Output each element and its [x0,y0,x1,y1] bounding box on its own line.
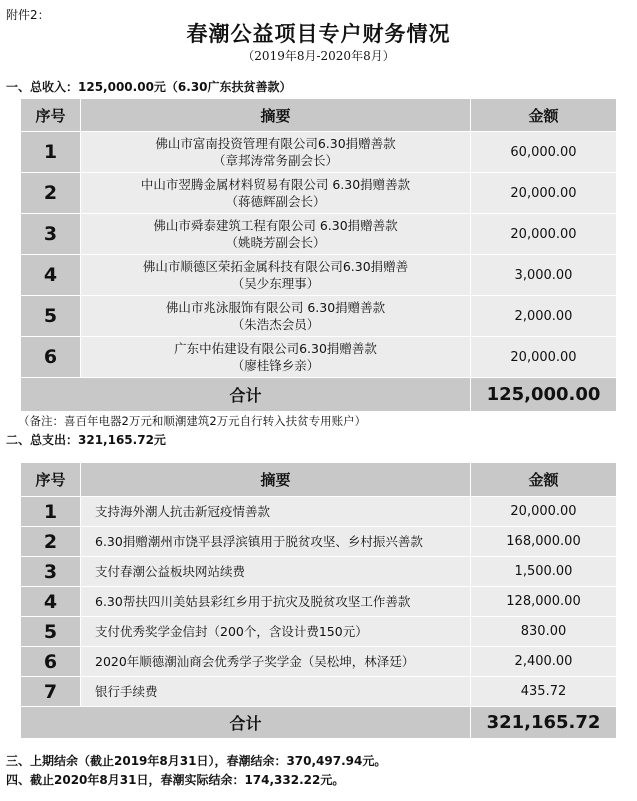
row-description: 银行手续费 [81,677,471,707]
row-description: 6.30帮扶四川美姑县彩红乡用于抗灾及脱贫攻坚工作善款 [81,587,471,617]
row-description: 2020年顺德潮汕商会优秀学子奖学金（吴松坤，林泽廷） [81,647,471,677]
table-row [21,647,617,677]
row-number: 7 [21,677,81,707]
income-header-desc: 摘要 [81,99,471,132]
row-amount: 20,000.00 [471,337,617,378]
row-description: 支持海外潮人抗击新冠疫情善款 [81,497,471,527]
table-row [21,527,617,557]
expense-total-amount: 321,165.72 [471,707,617,739]
row-number: 5 [21,617,81,647]
income-heading: 一、总收入：125,000.00元（6.30广东扶贫善款） [6,80,292,94]
row-amount: 20,000.00 [471,497,617,527]
expense-header-row [21,463,617,497]
table-row [21,296,617,337]
income-total-amount: 125,000.00 [471,378,617,412]
row-amount: 20,000.00 [471,214,617,255]
summary-actual-balance: 四、截止2020年8月31日，春潮实际结余：174,332.22元。 [6,773,345,787]
page-subtitle: （2019年8月-2020年8月） [242,49,395,63]
expense-heading: 二、总支出：321,165.72元 [6,433,166,447]
table-row [21,214,617,255]
table-row [21,617,617,647]
row-description: 佛山市兆泳服饰有限公司 6.30捐赠善款 （朱浩杰会员） [81,296,471,337]
row-amount: 830.00 [471,617,617,647]
row-number: 3 [21,214,81,255]
row-description: 佛山市舜泰建筑工程有限公司 6.30捐赠善款 （姚晓芳副会长） [81,214,471,255]
expense-header-amount: 金额 [471,463,617,497]
attachment-label: 附件2： [6,8,50,22]
table-row [21,337,617,378]
row-number: 2 [21,527,81,557]
row-amount: 3,000.00 [471,255,617,296]
row-amount: 128,000.00 [471,587,617,617]
table-row [21,587,617,617]
row-amount: 60,000.00 [471,132,617,173]
row-amount: 2,400.00 [471,647,617,677]
table-row [21,173,617,214]
row-number: 1 [21,132,81,173]
income-header-row [21,99,617,132]
income-table [20,98,617,412]
row-number: 1 [21,497,81,527]
row-description: 中山市翌腾金属材料贸易有限公司 6.30捐赠善款 （蒋德辉副会长） [81,173,471,214]
row-number: 6 [21,337,81,378]
table-row [21,255,617,296]
row-description: 6.30捐赠潮州市饶平县浮滨镇用于脱贫攻坚、乡村振兴善款 [81,527,471,557]
summary-previous-balance: 三、上期结余（截止2019年8月31日），春潮结余：370,497.94元。 [6,754,387,768]
table-row [21,497,617,527]
row-number: 3 [21,557,81,587]
row-number: 4 [21,587,81,617]
row-number: 6 [21,647,81,677]
row-number: 2 [21,173,81,214]
row-amount: 168,000.00 [471,527,617,557]
row-amount: 20,000.00 [471,173,617,214]
table-row [21,132,617,173]
income-header-no: 序号 [21,99,81,132]
income-header-amount: 金额 [471,99,617,132]
income-total-row [21,378,617,412]
row-amount: 435.72 [471,677,617,707]
row-number: 5 [21,296,81,337]
row-amount: 1,500.00 [471,557,617,587]
row-description: 佛山市富南投资管理有限公司6.30捐赠善款 （章邦涛常务副会长） [81,132,471,173]
income-note: （备注：喜百年电器2万元和顺潮建筑2万元自行转入扶贫专用账户） [18,414,367,428]
table-row [21,677,617,707]
income-total-label: 合计 [21,378,471,412]
row-description: 支付优秀奖学金信封（200个，含设计费150元） [81,617,471,647]
row-amount: 2,000.00 [471,296,617,337]
row-description: 佛山市顺德区荣拓金属科技有限公司6.30捐赠善 （吴少东理事） [81,255,471,296]
expense-total-row [21,707,617,739]
table-row [21,557,617,587]
row-number: 4 [21,255,81,296]
expense-total-label: 合计 [21,707,471,739]
expense-header-desc: 摘要 [81,463,471,497]
expense-header-no: 序号 [21,463,81,497]
page-title: 春潮公益项目专户财务情况 [186,21,451,46]
expense-table [20,462,617,739]
row-description: 广东中佑建设有限公司6.30捐赠善款 （廖桂锋乡亲） [81,337,471,378]
row-description: 支付春潮公益板块网站续费 [81,557,471,587]
